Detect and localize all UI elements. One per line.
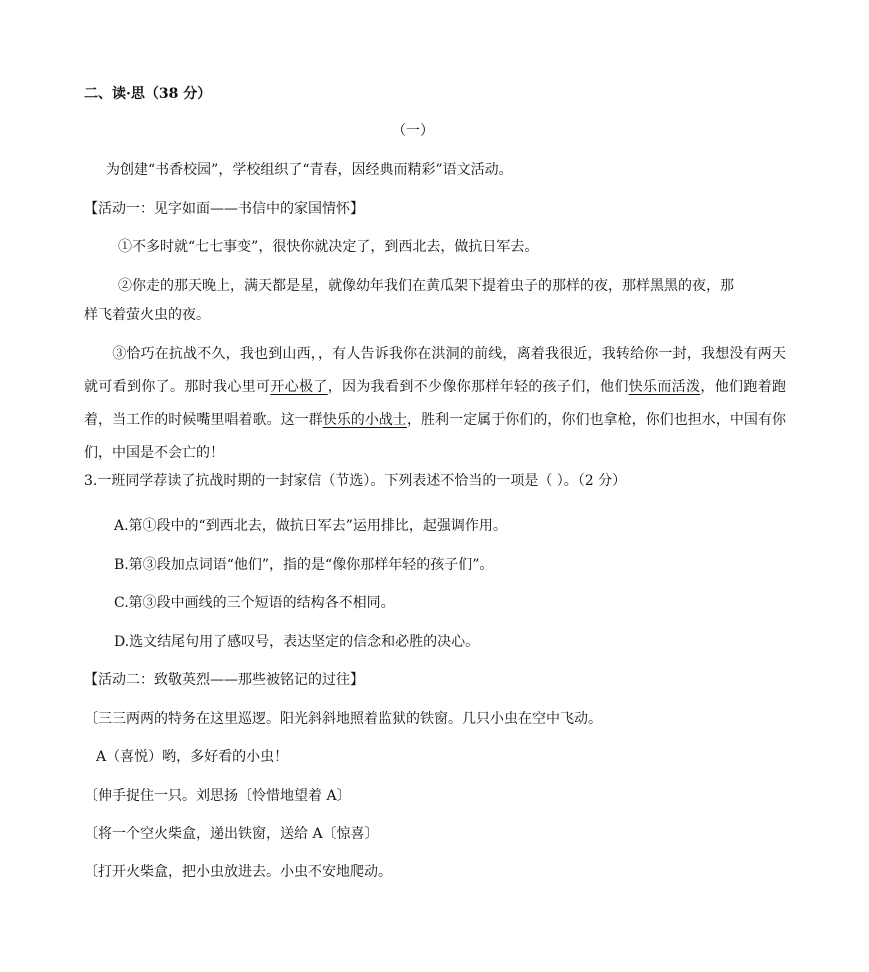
section-title: 二、读·思（38 分） xyxy=(84,86,212,102)
question-3-option-d: D.选文结尾句用了感叹号，表达坚定的信念和必胜的决心。 xyxy=(114,634,480,650)
activity2-title: 【活动二：致敬英烈——那些被铭记的过往】 xyxy=(84,672,364,688)
script-line-3: 〔伸手捉住一只。刘思扬〔怜惜地望着 A〕 xyxy=(84,788,351,804)
underlined-phrase-3: 快乐的小战士 xyxy=(322,412,407,428)
script-line-1: 〔三三两两的特务在这里巡逻。阳光斜斜地照着监狱的铁窗。几只小虫在空中飞动。 xyxy=(84,711,602,727)
question-3-option-a: A.第①段中的“到西北去，做抗日军去”运用排比，起强调作用。 xyxy=(114,518,507,534)
letter-paragraph-2-line-2: 样飞着萤火虫的夜。 xyxy=(84,307,210,323)
letter-paragraph-3 xyxy=(84,338,786,470)
paragraph-3-text-4: ，胜利一定属于你们的，你们也拿枪，你们也担水，中国有你们，中国是不会亡的！ xyxy=(84,412,787,461)
underlined-phrase-2: 快乐而活泼 xyxy=(628,379,701,395)
paragraph-3-text-2: ，因为我看到不少像你那样年轻的孩子们，他们 xyxy=(327,379,629,395)
question-3-stem: 3.一班同学荐读了抗战时期的一封家信（节选）。下列表述不恰当的一项是（ ）。（2 分） xyxy=(84,473,627,489)
question-3-option-b: B.第③段加点词语“他们”，指的是“像你那样年轻的孩子们”。 xyxy=(114,557,494,573)
paragraph-3-text-3: ，他们跑着跑着，当工作的时候嘴里唱着歌。这一群 xyxy=(84,379,787,428)
underlined-phrase-1: 开心极了 xyxy=(270,379,328,395)
question-3-option-c: C.第③段中画线的三个短语的结构各不相同。 xyxy=(114,595,395,611)
paragraph-3-text-1: ③恰巧在抗战不久，我也到山西，，有人告诉我你在洪洞的前线，离着我很近，我转给你一封，我想没有两天就可看到你了。那时我心里可 xyxy=(84,346,786,395)
script-line-4: 〔将一个空火柴盒，递出铁窗，送给 A〔惊喜〕 xyxy=(84,826,379,842)
letter-paragraph-1: ①不多时就“七七事变”，很快你就决定了，到西北去，做抗日军去。 xyxy=(118,239,539,255)
activity1-title: 【活动一：见字如面——书信中的家国情怀】 xyxy=(84,201,364,217)
script-line-5: 〔打开火柴盒，把小虫放进去。小虫不安地爬动。 xyxy=(84,864,392,880)
intro-text: 为创建“书香校园”，学校组织了“青春，因经典而精彩”语文活动。 xyxy=(106,162,513,178)
script-line-2: A（喜悦）哟，多好看的小虫！ xyxy=(96,749,289,765)
letter-paragraph-2-line-1: ②你走的那天晚上，满天都是星，就像幼年我们在黄瓜架下提着虫子的那样的夜，那样黑黑的夜，那 xyxy=(118,278,734,294)
part-label: （一） xyxy=(392,123,434,139)
